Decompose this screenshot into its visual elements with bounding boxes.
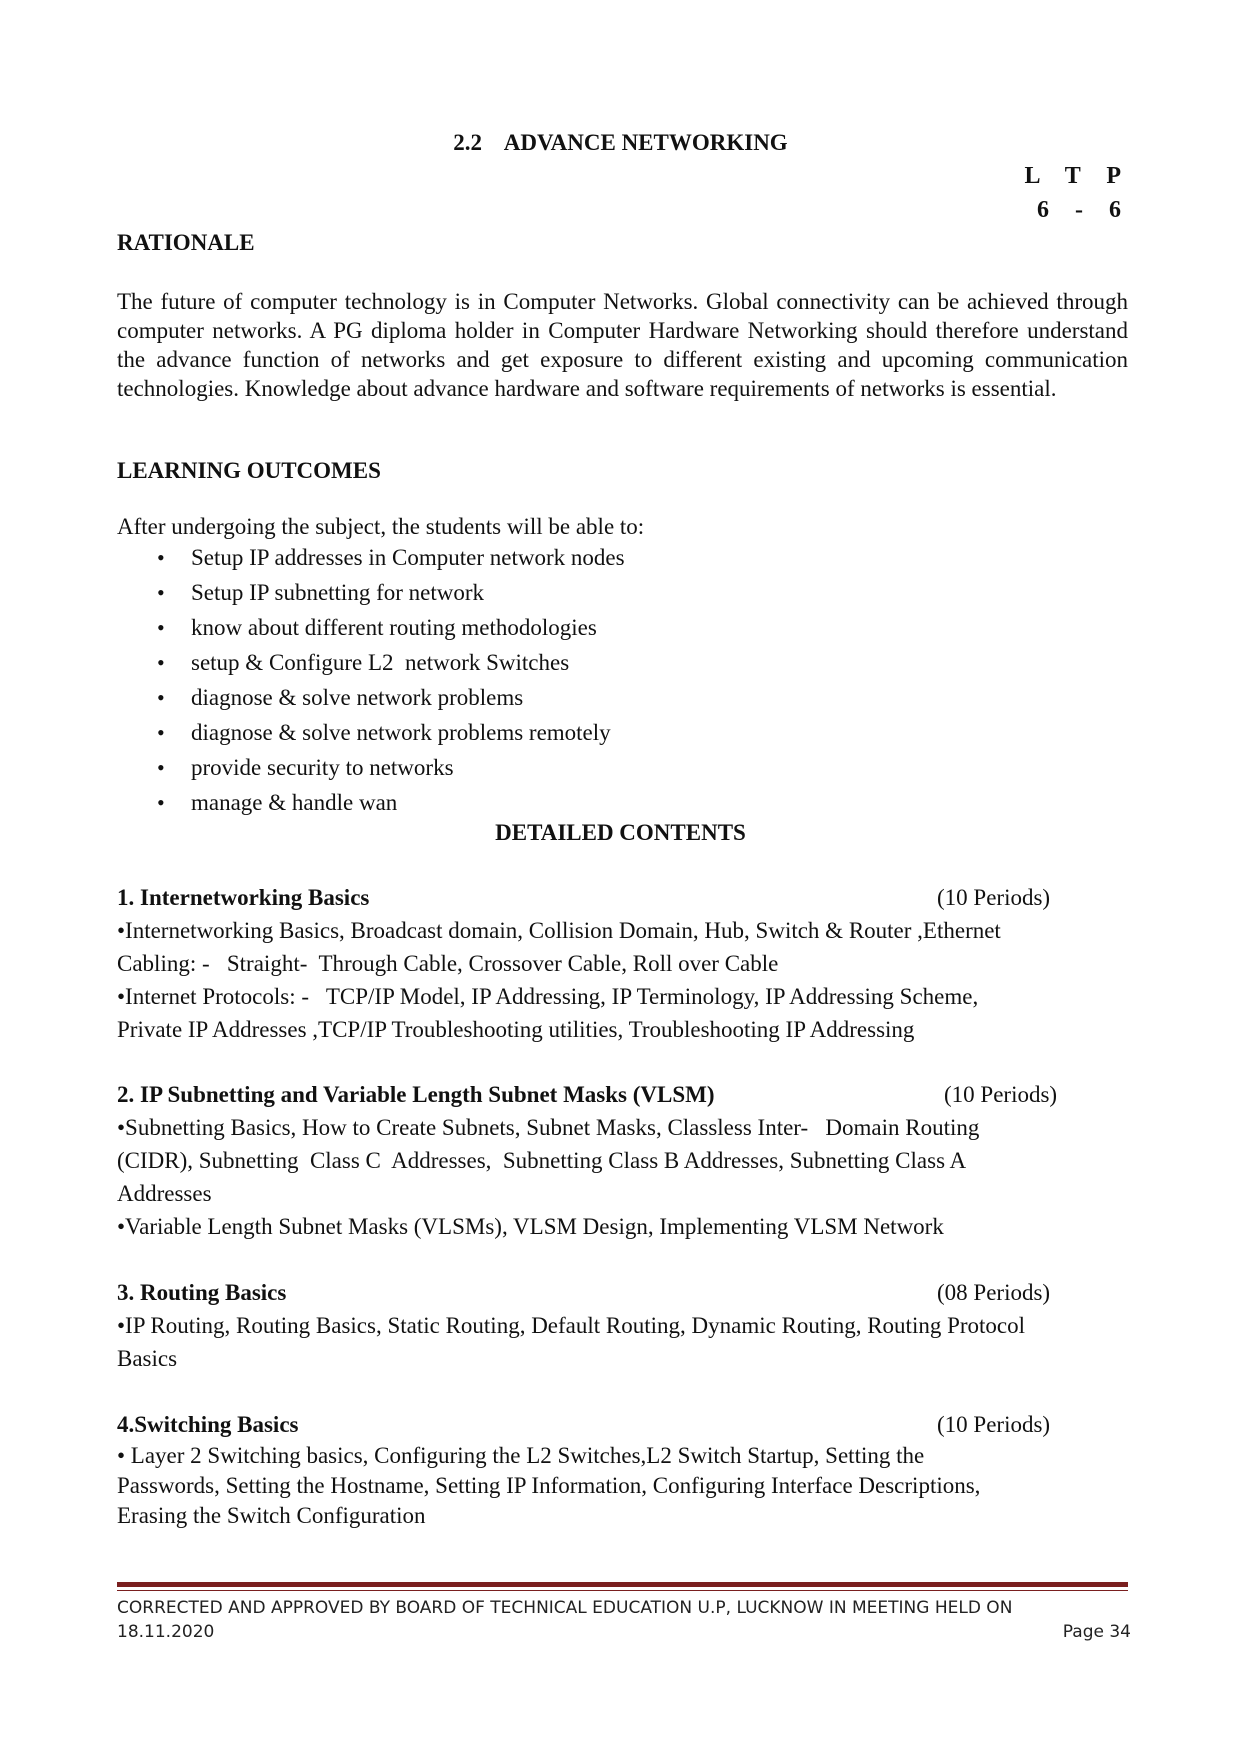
section-line: Addresses	[117, 1181, 212, 1206]
list-item: • Setup IP subnetting for network	[117, 575, 625, 610]
section-periods: (10 Periods)	[937, 1412, 1051, 1437]
section-body	[117, 1111, 1137, 1243]
detailed-contents-heading: DETAILED CONTENTS	[495, 820, 746, 845]
section-line: Private IP Addresses ,TCP/IP Troubleshooting utilities, Troubleshooting IP Addressing	[117, 1017, 915, 1042]
section-periods: (08 Periods)	[937, 1280, 1051, 1305]
footer-rule	[117, 1582, 1128, 1587]
learning-outcomes-heading: LEARNING OUTCOMES	[117, 458, 381, 483]
section-body	[117, 1441, 1137, 1531]
section-title: 1. Internetworking Basics	[117, 885, 370, 910]
section-line: •IP Routing, Routing Basics, Static Routing, Default Routing, Dynamic Routing, Routing Protocol	[117, 1313, 1026, 1338]
list-item: • diagnose & solve network problems remotely	[117, 715, 625, 750]
section-periods: (10 Periods)	[944, 1082, 1058, 1107]
ltp-header: L T P	[1024, 163, 1131, 189]
list-item: • Setup IP addresses in Computer network nodes	[117, 540, 625, 575]
section-title: 4.Switching Basics	[117, 1412, 299, 1437]
rationale-text: The future of computer technology is in Computer Networks. Global connectivity can be achieved through computer networks. A PG diploma holder in Computer Hardware Networking should therefore understand the advance function of networks and get exposure to different existing and upcoming communication technologies. Knowledge about advance hardware and software requirements of networks is essential.	[117, 289, 1128, 401]
section-line: Passwords, Setting the Hostname, Setting IP Information, Configuring Interface Descriptions,	[117, 1473, 981, 1498]
section-line: •Internetworking Basics, Broadcast domain, Collision Domain, Hub, Switch & Router ,Ethernet	[117, 918, 1001, 943]
section-line: (CIDR), Subnetting Class C Addresses, Subnetting Class B Addresses, Subnetting Class A	[117, 1148, 967, 1173]
section-line: • Layer 2 Switching basics, Configuring the L2 Switches,L2 Switch Startup, Setting the	[117, 1443, 925, 1468]
footer-approval-text: CORRECTED AND APPROVED BY BOARD OF TECHNICAL EDUCATION U.P, LUCKNOW IN MEETING HELD ON	[117, 1598, 1013, 1618]
section-line: Cabling: - Straight- Through Cable, Crossover Cable, Roll over Cable	[117, 951, 779, 976]
page-title: 2.2 ADVANCE NETWORKING	[453, 130, 788, 155]
list-item: • provide security to networks	[117, 750, 625, 785]
ltp-values: 6 - 6	[1037, 197, 1131, 223]
section-line: •Variable Length Subnet Masks (VLSMs), VLSM Design, Implementing VLSM Network	[117, 1214, 944, 1239]
section-line: •Internet Protocols: - TCP/IP Model, IP Addressing, IP Terminology, IP Addressing Scheme,	[117, 984, 979, 1009]
learning-outcomes-list	[117, 540, 625, 820]
footer-date: 18.11.2020	[117, 1622, 215, 1642]
rationale-heading: RATIONALE	[117, 230, 255, 255]
section-body	[117, 914, 1137, 1046]
list-item: • manage & handle wan	[117, 785, 625, 820]
list-item: • know about different routing methodologies	[117, 610, 625, 645]
page-number: Page 34	[1062, 1622, 1131, 1642]
learning-outcomes-intro: After undergoing the subject, the students will be able to:	[117, 514, 645, 539]
section-periods: (10 Periods)	[937, 885, 1051, 910]
section-body	[117, 1309, 1137, 1375]
section-title: 3. Routing Basics	[117, 1280, 287, 1305]
list-item: • diagnose & solve network problems	[117, 680, 625, 715]
list-item: • setup & Configure L2 network Switches	[117, 645, 625, 680]
section-line: Basics	[117, 1346, 178, 1371]
section-line: •Subnetting Basics, How to Create Subnets, Subnet Masks, Classless Inter- Domain Routing	[117, 1115, 980, 1140]
section-line: Erasing the Switch Configuration	[117, 1503, 426, 1528]
footer-rule-thin	[117, 1590, 1128, 1591]
section-title: 2. IP Subnetting and Variable Length Subnet Masks (VLSM)	[117, 1082, 715, 1107]
